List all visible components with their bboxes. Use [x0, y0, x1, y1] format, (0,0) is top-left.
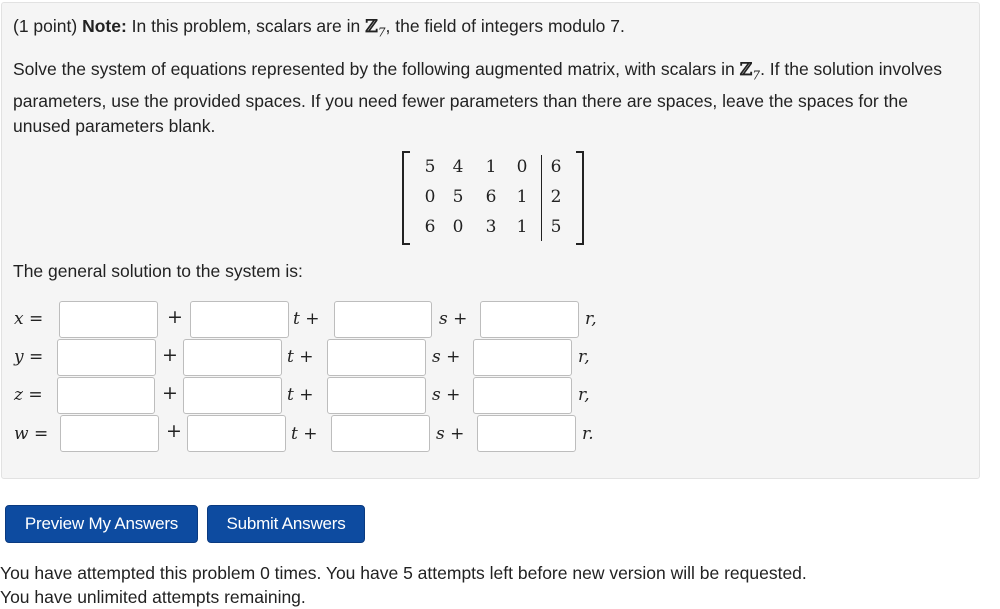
x-t-coefficient-input[interactable] — [190, 301, 289, 338]
instructions-text: Solve the system of equations represented by the following augmented matrix, with scalars in — [13, 59, 740, 79]
matrix-entry: 6 — [485, 187, 497, 207]
w-s-coefficient-input[interactable] — [331, 415, 430, 452]
matrix-entry: 1 — [516, 217, 528, 237]
w-t-coefficient-input[interactable] — [187, 415, 286, 452]
x-constant-input[interactable] — [59, 301, 158, 338]
matrix-entry: 3 — [485, 217, 497, 237]
matrix-entry: 1 — [485, 157, 497, 177]
matrix-entry: 0 — [516, 157, 528, 177]
augmented-matrix — [402, 151, 584, 245]
var-w-label: w = — [14, 424, 49, 444]
matrix-right-bracket — [576, 151, 584, 245]
general-solution-label: The general solution to the system is: — [13, 261, 303, 281]
z-s-coefficient-input[interactable] — [327, 377, 426, 414]
t-plus-label: t + — [291, 424, 318, 444]
augmentation-line — [541, 155, 542, 241]
s-plus-label: s + — [432, 385, 461, 405]
t-plus-label: t + — [293, 309, 320, 329]
matrix-entry: 5 — [424, 157, 436, 177]
y-r-coefficient-input[interactable] — [473, 339, 572, 376]
t-plus-label: t + — [287, 347, 314, 367]
r-label: r, — [578, 385, 590, 405]
var-z-label: z = — [14, 385, 43, 405]
x-s-coefficient-input[interactable] — [334, 301, 432, 338]
s-plus-label: s + — [436, 424, 465, 444]
field-subscript: 7 — [377, 25, 386, 40]
t-plus-label: t + — [287, 385, 314, 405]
preview-answers-button[interactable]: Preview My Answers — [5, 505, 198, 543]
note-label: Note: — [82, 16, 127, 36]
var-y-label: y = — [14, 347, 44, 367]
matrix-entry: 0 — [424, 187, 436, 207]
attempts-message: You have attempted this problem 0 times. You have 5 attempts left before new version will be requested. — [0, 563, 807, 583]
w-r-coefficient-input[interactable] — [477, 415, 576, 452]
field-symbol-2: ℤ — [739, 60, 753, 80]
matrix-left-bracket — [402, 151, 410, 245]
s-plus-label: s + — [439, 309, 468, 329]
y-t-coefficient-input[interactable] — [183, 339, 282, 376]
z-r-coefficient-input[interactable] — [473, 377, 572, 414]
plus-sign: + — [167, 306, 183, 328]
var-x-label: x = — [14, 309, 44, 329]
plus-sign: + — [162, 344, 178, 366]
matrix-entry: 5 — [550, 217, 562, 237]
w-constant-input[interactable] — [60, 415, 159, 452]
plus-sign: + — [162, 382, 178, 404]
r-label: r. — [582, 424, 594, 444]
instructions-text-end: . If the solution involves parameters, use the provided spaces. If you need fewer parameters than there are spaces, leave the spaces for the unused parameters blank. — [13, 59, 942, 136]
matrix-entry: 2 — [550, 187, 562, 207]
matrix-entry: 6 — [550, 157, 562, 177]
point-value: (1 point) — [13, 16, 83, 36]
problem-panel — [1, 2, 980, 479]
r-label: r, — [578, 347, 590, 367]
s-plus-label: s + — [432, 347, 461, 367]
problem-instructions — [13, 57, 963, 139]
plus-sign: + — [166, 420, 182, 442]
y-constant-input[interactable] — [57, 339, 156, 376]
field-subscript-2: 7 — [752, 68, 761, 83]
submit-answers-button[interactable]: Submit Answers — [207, 505, 365, 543]
x-r-coefficient-input[interactable] — [480, 301, 579, 338]
y-s-coefficient-input[interactable] — [327, 339, 426, 376]
problem-note — [13, 14, 963, 46]
note-text: In this problem, scalars are in — [126, 16, 366, 36]
z-t-coefficient-input[interactable] — [183, 377, 282, 414]
r-label: r, — [585, 309, 597, 329]
matrix-entry: 6 — [424, 217, 436, 237]
unlimited-attempts-message: You have unlimited attempts remaining. — [0, 587, 306, 607]
note-text-end: , the field of integers modulo 7. — [385, 16, 625, 36]
matrix-entry: 0 — [452, 217, 464, 237]
matrix-entry: 1 — [516, 187, 528, 207]
field-symbol: ℤ — [365, 17, 378, 37]
matrix-entry: 5 — [452, 187, 464, 207]
z-constant-input[interactable] — [57, 377, 155, 414]
matrix-entry: 4 — [452, 157, 464, 177]
